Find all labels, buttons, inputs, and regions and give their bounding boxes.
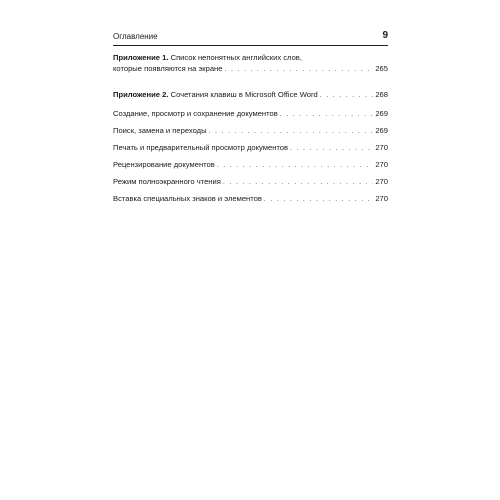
toc-entry-title: Создание, просмотр и сохранение документов	[113, 109, 278, 118]
toc-entry-line	[113, 63, 388, 75]
toc-page-number: 265	[375, 64, 388, 73]
toc-entry-appendix-1[interactable]	[113, 52, 388, 75]
dot-leader	[290, 143, 373, 154]
toc-entry[interactable]	[113, 176, 388, 188]
dot-leader	[280, 109, 374, 120]
dot-leader	[264, 194, 373, 205]
toc-entry-title: Вставка специальных знаков и элементов	[113, 194, 262, 203]
toc-entry[interactable]	[113, 142, 388, 154]
dot-leader	[209, 126, 374, 137]
dot-leader	[223, 177, 373, 188]
toc-entry-title: Рецензирование документов	[113, 160, 215, 169]
running-header	[113, 30, 388, 44]
dot-leader	[224, 64, 373, 75]
toc-page-number: 270	[375, 194, 388, 203]
header-divider	[113, 45, 388, 46]
toc-entry-line	[113, 52, 388, 63]
toc-page-number: 270	[375, 143, 388, 152]
toc-entry-title: Печать и предварительный просмотр документов	[113, 143, 289, 152]
appendix-title: Список непонятных английских слов,	[168, 53, 302, 62]
appendix-title: Сочетания клавиш в Microsoft Office Word	[168, 90, 318, 99]
toc-entry-appendix-2[interactable]	[113, 89, 388, 101]
toc-entry[interactable]	[113, 159, 388, 171]
toc-page-number: 269	[375, 126, 388, 135]
toc-entry[interactable]	[113, 193, 388, 205]
section-title: Оглавление	[113, 32, 158, 41]
toc-page-number: 270	[375, 177, 388, 186]
toc-entry-title: Режим полноэкранного чтения	[113, 177, 221, 186]
toc-entry[interactable]	[113, 125, 388, 137]
toc-entry[interactable]	[113, 108, 388, 120]
appendix-title-continued: которые появляются на экране	[113, 64, 223, 73]
toc-page-number: 268	[375, 90, 388, 99]
toc-page-number: 270	[375, 160, 388, 169]
page-number: 9	[382, 30, 388, 41]
dot-leader	[217, 160, 374, 171]
appendix-label: Приложение 2.	[113, 90, 169, 99]
toc-entry-line	[113, 89, 388, 101]
dot-leader	[320, 90, 374, 101]
toc-page-number: 269	[375, 109, 388, 118]
appendix-label: Приложение 1.	[113, 53, 169, 62]
toc-entry-title: Поиск, замена и переходы	[113, 126, 207, 135]
